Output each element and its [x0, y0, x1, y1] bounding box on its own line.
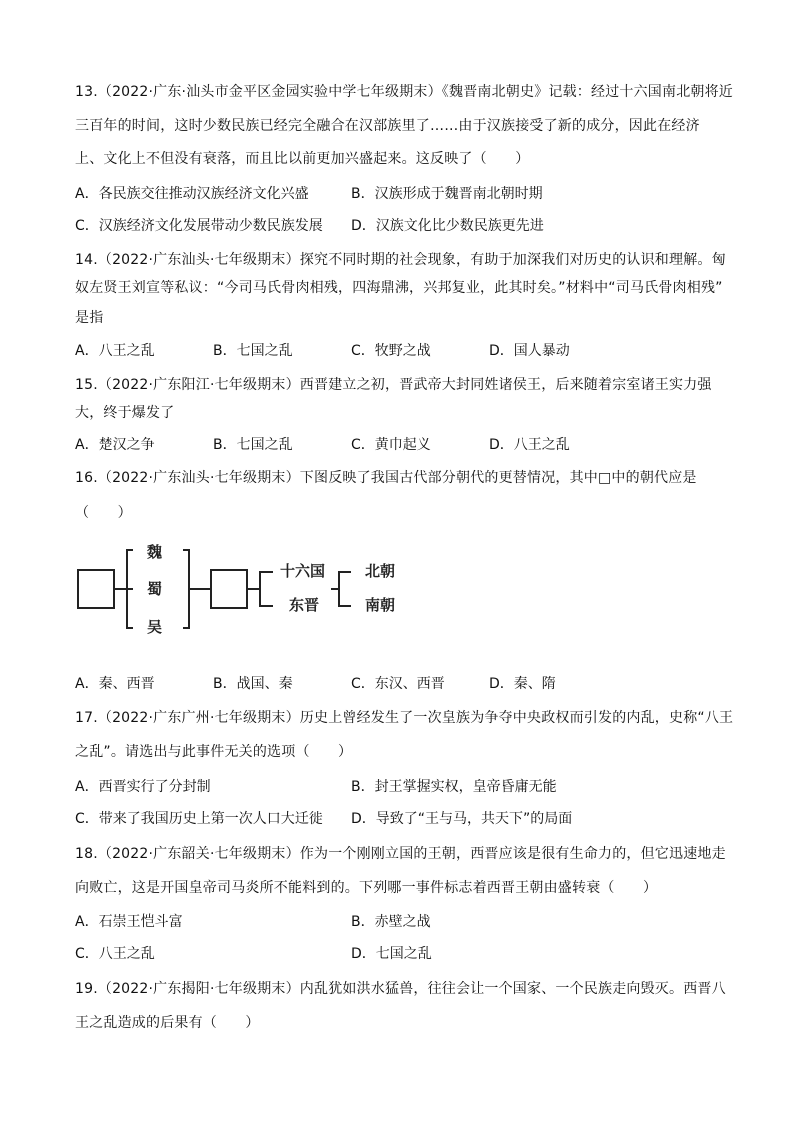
q14-option-c: C．牧野之战	[351, 343, 431, 359]
q16-option-c: C．东汉、西晋	[351, 676, 445, 692]
q16-line-2: （ ）	[75, 505, 132, 521]
q13-option-b: B．汉族形成于魏晋南北朝时期	[351, 186, 543, 202]
q16-option-d: D．秦、隋	[489, 676, 556, 692]
kingdom-wu-label: 吴	[147, 618, 163, 636]
q15-option-a: A．楚汉之争	[75, 437, 155, 453]
dynasty-diagram-svg	[75, 538, 415, 638]
q14-line-3: 是指	[75, 310, 104, 326]
q13-option-d: D．汉族文化比少数民族更先进	[351, 218, 544, 234]
q18-option-d: D．七国之乱	[351, 946, 432, 962]
kingdom-wei-label: 魏	[147, 543, 163, 561]
q13-line-1: 13.（2022·广东·汕头市金平区金园实验中学七年级期末）《魏晋南北朝史》记载：经过十六国南北朝将近	[75, 84, 733, 100]
q14-line-1: 14.（2022·广东汕头·七年级期末）探究不同时期的社会现象，有助于加深我们对历史的认识和理解。匈	[75, 252, 726, 268]
blank-box-1	[78, 570, 114, 608]
q19-line-2: 王之乱造成的后果有（ ）	[75, 1015, 260, 1031]
q17-option-d: D．导致了“王与马，共天下”的局面	[351, 811, 573, 827]
q17-line-2: 之乱”。请选出与此事件无关的选项（ ）	[75, 744, 353, 760]
q13-line-2: 三百年的时间，这时少数民族已经完全融合在汉部族里了……由于汉族接受了新的成分，因此在经济	[75, 118, 700, 134]
q13-line-3: 上、文化上不但没有衰落，而且比以前更加兴盛起来。这反映了（ ）	[75, 151, 530, 167]
q19-line-1: 19.（2022·广东揭阳·七年级期末）内乱犹如洪水猛兽，往往会让一个国家、一个民族走向毁灭。西晋八	[75, 981, 726, 997]
eastern-jin-label: 东晋	[289, 596, 320, 614]
q13-option-a: A．各民族交往推动汉族经济文化兴盛	[75, 186, 309, 202]
q18-option-b: B．赤壁之战	[351, 914, 431, 930]
q15-option-d: D．八王之乱	[489, 437, 570, 453]
q16-option-b: B．战国、秦	[213, 676, 293, 692]
q14-line-2: 奴左贤王刘宣等私议：“今司马氏骨肉相残，四海鼎沸，兴邦复业，此其时矣。”材料中“司马氏骨肉相残”	[75, 280, 723, 296]
q15-option-b: B．七国之乱	[213, 437, 293, 453]
q15-option-c: C．黄巾起义	[351, 437, 431, 453]
northern-dynasties-label: 北朝	[365, 562, 396, 580]
q14-option-b: B．七国之乱	[213, 343, 293, 359]
southern-dynasties-label: 南朝	[365, 596, 396, 614]
blank-box-2	[211, 570, 247, 608]
q17-option-c: C．带来了我国历史上第一次人口大迁徙	[75, 811, 323, 827]
q13-option-c: C．汉族经济文化发展带动少数民族发展	[75, 218, 323, 234]
sixteen-kingdoms-label: 十六国	[280, 562, 326, 580]
q18-line-2: 向败亡，这是开国皇帝司马炎所不能料到的。下列哪一事件标志着西晋王朝由盛转衰（ ）	[75, 880, 658, 896]
q17-option-b: B．封王掌握实权，皇帝昏庸无能	[351, 779, 557, 795]
q18-line-1: 18.（2022·广东韶关·七年级期末）作为一个刚刚立国的王朝，西晋应该是很有生命力的，但它迅速地走	[75, 846, 726, 862]
q15-line-1: 15.（2022·广东阳江·七年级期末）西晋建立之初，晋武帝大封同姓诸侯王，后来随着宗室诸王实力强	[75, 377, 712, 393]
q15-line-2: 大，终于爆发了	[75, 405, 175, 421]
q14-option-a: A．八王之乱	[75, 343, 155, 359]
q18-option-c: C．八王之乱	[75, 946, 155, 962]
kingdom-shu-label: 蜀	[147, 580, 163, 598]
q14-option-d: D．国人暴动	[489, 343, 570, 359]
q16-option-a: A．秦、西晋	[75, 676, 155, 692]
q16-line-1: 16.（2022·广东汕头·七年级期末）下图反映了我国古代部分朝代的更替情况，其中□中的朝代应是	[75, 470, 697, 486]
q18-option-a: A．石崇王恺斗富	[75, 914, 183, 930]
q17-option-a: A．西晋实行了分封制	[75, 779, 211, 795]
dynasty-succession-diagram	[75, 538, 415, 638]
q17-line-1: 17.（2022·广东广州·七年级期末）历史上曾经发生了一次皇族为争夺中央政权而引发的内乱，史称“八王	[75, 710, 734, 726]
